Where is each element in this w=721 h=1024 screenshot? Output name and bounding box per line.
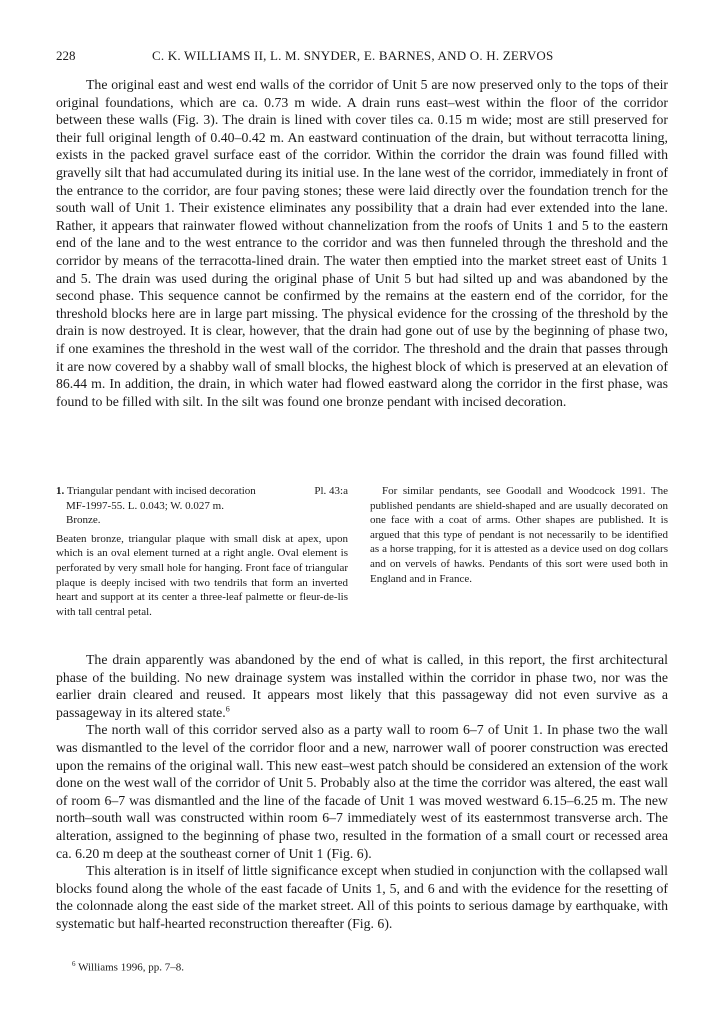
footnote-text: Williams 1996, pp. 7–8. — [78, 961, 184, 974]
catalog-material: Bronze. — [66, 514, 101, 527]
catalog-number: 1. — [56, 485, 65, 497]
footnote-ref[interactable]: 6 — [225, 704, 230, 714]
catalog-heading — [56, 484, 348, 499]
catalog-main — [56, 484, 348, 619]
catalog-commentary-block — [370, 484, 668, 586]
paragraph: The original east and west end walls of the corridor of Unit 5 are now preserved only to the tops of their original foundations, which are ca. 0.73 m wide. A drain runs east–west within the floor of the corridor between these walls (Fig. 3). The drain is lined with cover tiles ca. 0.15 m wide; most are still preserved for their full original length of 0.40–0.42 m. An eastward continuation of the drain, but without terracotta lining, exists in the packed gravel surface east of the corridor. Within the corridor the drain was found filled with gravelly silt that had accumulated during its initial use. In the lane west of the corridor, immediately in front of the entrance to the corridor, are four paving stones; these were laid directly over the foundation trench for the south wall of Unit 1. Their existence eliminates any possibility that a drain had ever extended into the lane. Rather, it appears that rainwater flowed without channelization from the roofs of Units 1 and 5 to the eastern end of the lane and to the west entrance to the corridor and was then funneled through the threshold and the corridor by means of the terracotta-lined drain. The water then emptied into the market street east of Units 1 and 5. The drain was used during the original phase of Unit 5 but had silted up and was abandoned by the second phase. This sequence cannot be confirmed by the remains at the eastern end of the corridor, for the threshold blocks here are in large part missing. The physical evidence for the crossing of the threshold by the drain is now destroyed. It is clear, however, that the drain had gone out of use by the beginning of phase two, if one examines the threshold in the west wall of the corridor. The threshold and the drain that passes through it are now covered by a shabby wall of small blocks, the highest block of which is preserved at an elevation of 86.44 m. In addition, the drain, in which water had flowed eastward along the corridor in the first phase, was found to be filled with silt. In the silt was found one bronze pendant with incised decoration. — [56, 77, 668, 409]
catalog-description: Beaten bronze, triangular plaque with small disk at apex, upon which is an oval element turned at a right angle. Oval element is perforated by very small hole for hanging. Front face of triangular plaque is deeply incised with two tendrils that form an inverted heart and support at its center a three-leaf palmette or fleur-de-lis with tall central petal. — [56, 532, 348, 618]
body-text-bottom — [56, 651, 668, 933]
footnote — [72, 960, 184, 974]
paragraph: The north wall of this corridor served also as a party wall to room 6–7 of Unit 1. In phase two the wall was dismantled to the level of the corridor floor and a new, narrower wall of poorer construction was erected upon the remains of the original wall. This new east–west patch should be considered an extension of the work done on the west wall of the corridor of Unit 5. Probably also at the time the corridor was altered, the east wall of room 6–7 was dismantled and the line of the facade of Unit 1 was moved westward 6.15–6.25 m. The new north–south wall was constructed within room 6–7 immediately west of its easternmost transverse arch. The alteration, assigned to the beginning of phase two, resulted in the formation of a small court or recessed area ca. 6.20 m deep at the southeast corner of Unit 1 (Fig. 6). — [56, 722, 668, 861]
catalog-inventory: MF-1997-55. L. 0.043; W. 0.027 m. — [66, 499, 224, 512]
footnote-number: 6 — [72, 960, 76, 968]
catalog-title: Triangular pendant with incised decoration — [66, 485, 256, 497]
catalog-commentary: For similar pendants, see Goodall and Woodcock 1991. The published pendants are shield-shaped and are usually decorated on one face with a coat of arms. Other shapes are published. It is argued that this type of pendant is not necessarily to be identified as a horse trapping, for it is attested as a device used on dog collars and on vervels of hawks. Pendants of this sort were used both in England and in France. — [370, 485, 668, 585]
paragraph: This alteration is in itself of little significance except when studied in conjunction with the collapsed wall blocks found along the whole of the east facade of Units 1, 5, and 6 and with the evidence for the resetting of the colonnade along the east side of the market street. All of this points to serious damage by earthquake, with systematic but half-hearted reconstruction thereafter (Fig. 6). — [56, 863, 668, 931]
page-number: 228 — [56, 48, 76, 63]
page-header — [56, 48, 668, 66]
running-head: C. K. WILLIAMS II, L. M. SNYDER, E. BARNES, AND O. H. ZERVOS — [152, 48, 554, 63]
catalog-entry — [56, 484, 668, 640]
body-text-top — [56, 76, 668, 410]
catalog-plate: Pl. 43:a — [314, 485, 348, 497]
paragraph: The drain apparently was abandoned by the end of what is called, in this report, the first architectural phase of the building. No new drainage system was installed within the corridor in phase two, nor was the earlier drain cleared and reused. It appears most likely that this passageway did not even survive as a passageway in its altered state.$^6$ — [56, 652, 668, 720]
